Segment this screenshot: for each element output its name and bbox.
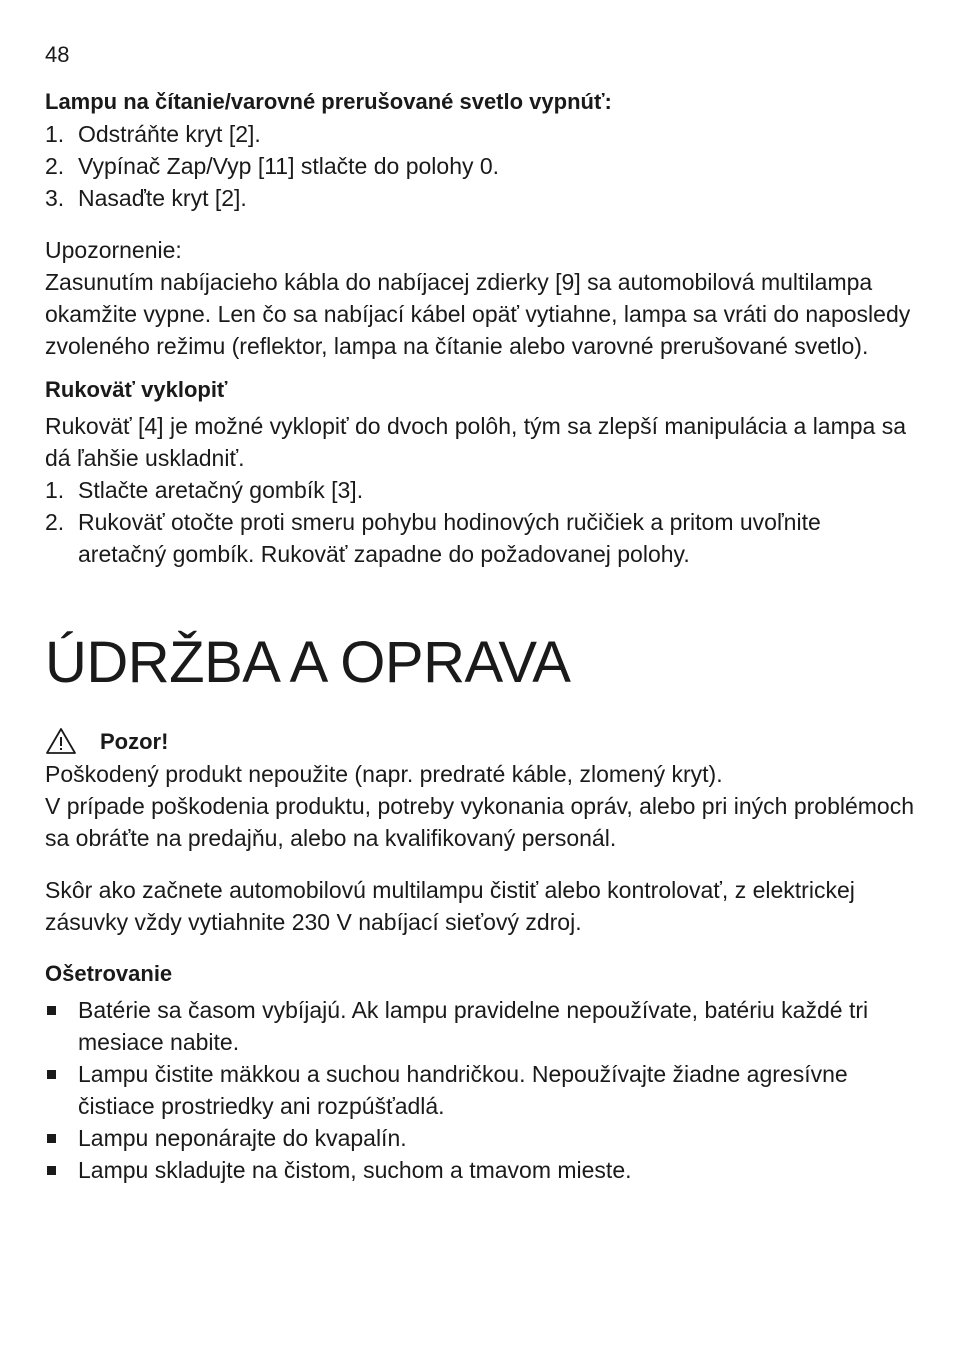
care-item-text: Batérie sa časom vybíjajú. Ak lampu pravidelne nepoužívate, batériu každé tri mesiace nabite. (78, 997, 869, 1055)
handle-heading: Rukoväť vyklopiť (45, 377, 228, 402)
bullet-square-icon (47, 1166, 56, 1175)
warning-label: Pozor! (100, 729, 169, 754)
care-heading: Ošetrovanie (45, 961, 173, 986)
page-content (45, 86, 915, 1186)
maintenance-title: ÚDRŽBA A OPRAVA (45, 630, 571, 695)
page-number: 48 (45, 42, 70, 67)
note-label: Upozornenie: (45, 237, 182, 263)
care-item-text: Lampu neponárajte do kvapalín. (78, 1125, 407, 1151)
list-item (45, 1122, 915, 1154)
list-item (45, 474, 915, 506)
care-list (45, 994, 915, 1186)
warning-line-1: Poškodený produkt nepoužite (napr. predraté káble, zlomený kryt). (45, 761, 723, 787)
step-number: 1. (45, 477, 65, 503)
note-text: Zasunutím nabíjacieho kábla do nabíjacej zdierky [9] sa automobilová multilampa okamžite vypne. Len čo sa nabíjací kábel opäť vytiahne, lampa sa vráti do naposledy zvoleného režimu (reflektor, lampa na čítanie alebo varovné prerušované svetlo). (45, 269, 911, 359)
list-item (45, 994, 915, 1058)
list-item (45, 1154, 915, 1186)
handle-intro: Rukoväť [4] je možné vyklopiť do dvoch polôh, tým sa zlepší manipulácia a lampa sa dá ľahšie uskladniť. (45, 413, 907, 471)
care-item-text: Lampu čistite mäkkou a suchou handričkou. Nepoužívajte žiadne agresívne čistiace prostriedky ani rozpúšťadlá. (78, 1061, 848, 1119)
warning-line-2: V prípade poškodenia produktu, potreby vykonania opráv, alebo pri iných problémoch sa obráťte na predajňu, alebo na kvalifikovaný personál. (45, 793, 915, 851)
list-item (45, 506, 915, 570)
list-item (45, 150, 915, 182)
list-item (45, 118, 915, 150)
turn-off-heading: Lampu na čítanie/varovné prerušované svetlo vypnúť: (45, 89, 612, 114)
care-item-text: Lampu skladujte na čistom, suchom a tmavom mieste. (78, 1157, 632, 1183)
bullet-square-icon (47, 1134, 56, 1143)
list-item (45, 182, 915, 214)
step-text: Nasaďte kryt [2]. (78, 185, 247, 211)
step-number: 2. (45, 153, 65, 179)
step-number: 2. (45, 509, 65, 535)
warning-row (45, 726, 915, 758)
step-text: Rukoväť otočte proti smeru pohybu hodinových ručičiek a pritom uvoľnite aretačný gombík. Rukoväť zapadne do požadovanej polohy. (78, 509, 821, 567)
step-text: Vypínač Zap/Vyp [11] stlačte do polohy 0. (78, 153, 500, 179)
list-item (45, 1058, 915, 1122)
step-text: Stlačte aretačný gombík [3]. (78, 477, 364, 503)
warning-triangle-icon (45, 727, 77, 755)
step-number: 3. (45, 185, 65, 211)
turn-off-steps (45, 118, 915, 214)
bullet-square-icon (47, 1070, 56, 1079)
step-number: 1. (45, 121, 65, 147)
before-cleaning-text: Skôr ako začnete automobilovú multilampu čistiť alebo kontrolovať, z elektrickej zásuvky vždy vytiahnite 230 V nabíjací sieťový zdroj. (45, 877, 855, 935)
handle-steps (45, 474, 915, 570)
bullet-square-icon (47, 1006, 56, 1015)
step-text: Odstráňte kryt [2]. (78, 121, 261, 147)
